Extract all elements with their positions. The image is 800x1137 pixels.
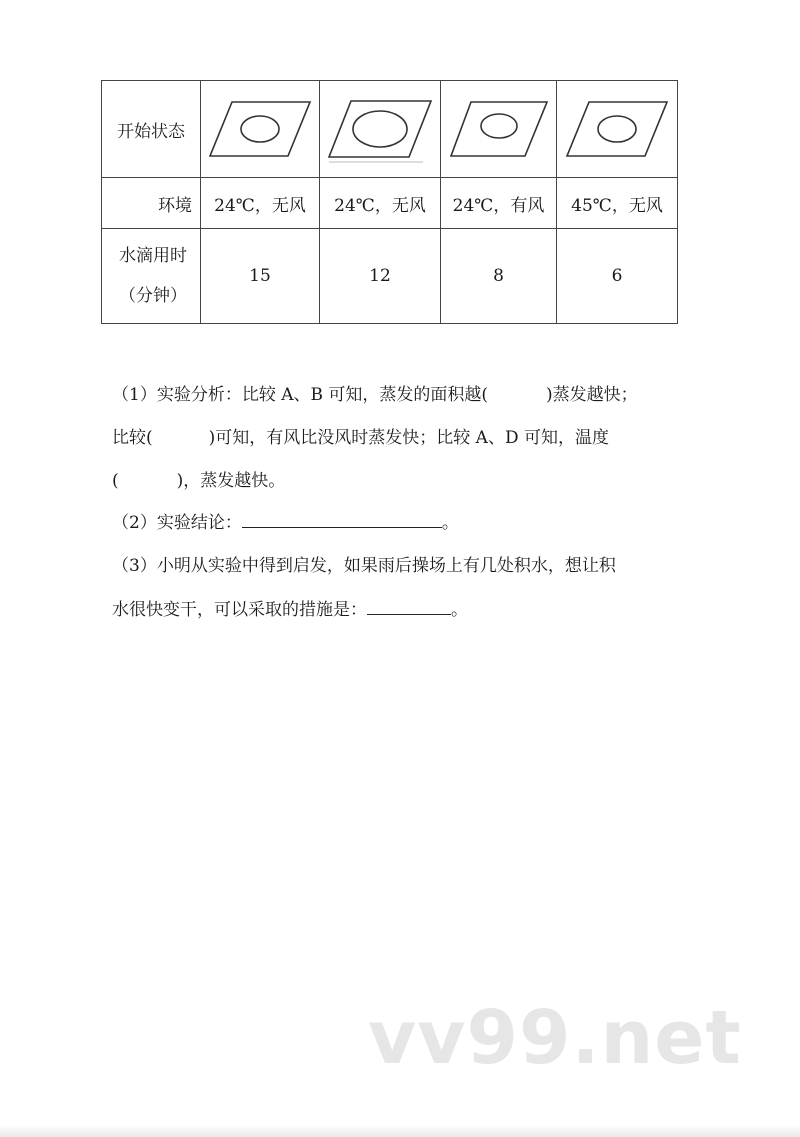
- page-bottom-shadow: [0, 1125, 800, 1137]
- time-b: 12: [320, 229, 441, 324]
- water-drop-d-illustration: [561, 94, 673, 164]
- water-drop-b-illustration: [323, 93, 437, 165]
- dish-b-cell: [320, 81, 441, 178]
- time-c: 8: [441, 229, 557, 324]
- q1-text-c: 比较(: [112, 428, 153, 448]
- question-1-line-3: [112, 470, 285, 492]
- table-row-time: [102, 229, 678, 324]
- q2-text-a: （2）实验结论：: [112, 513, 242, 533]
- row-label-time: [102, 229, 201, 324]
- row-label-environment: 环境: [102, 178, 201, 229]
- q1-text-a: （1）实验分析：比较 A、B 可知，蒸发的面积越(: [112, 385, 489, 405]
- experiment-table: [101, 80, 678, 324]
- question-3-line-1: [112, 555, 616, 577]
- water-drop-a-illustration: [204, 94, 316, 164]
- question-1-line-2: [112, 427, 609, 449]
- q1-text-b: )蒸发越快；: [546, 385, 638, 405]
- q1-text-f: )，蒸发越快。: [176, 471, 286, 491]
- table-row-environment: [102, 178, 678, 229]
- q1-text-e: (: [112, 471, 119, 491]
- question-3-line-2: [112, 598, 468, 621]
- q3-text-a: （3）小明从实验中得到启发，如果雨后操场上有几处积水，想让积: [112, 556, 616, 576]
- time-d: 6: [557, 229, 678, 324]
- row-label-time-line2: （分钟）: [119, 286, 187, 306]
- q2-answer-blank[interactable]: [242, 511, 442, 528]
- env-b: 24℃，无风: [320, 178, 441, 229]
- env-c: 24℃，有风: [441, 178, 557, 229]
- question-2: [112, 511, 459, 534]
- watermark: vv99.net: [368, 995, 742, 1081]
- q3-answer-blank[interactable]: [367, 598, 451, 615]
- dish-d-cell: [557, 81, 678, 178]
- water-drop-c-illustration: [445, 94, 553, 164]
- q1-text-d: )可知，有风比没风时蒸发快；比较 A、D 可知，温度: [208, 428, 609, 448]
- question-1-line-1: [112, 384, 638, 406]
- time-a: 15: [201, 229, 320, 324]
- env-d: 45℃，无风: [557, 178, 678, 229]
- q2-text-b: 。: [441, 513, 459, 533]
- table-row-start-state: [102, 81, 678, 178]
- dish-a-cell: [201, 81, 320, 178]
- row-label-time-line1: 水滴用时: [119, 246, 187, 266]
- row-label-start-state: 开始状态: [102, 81, 201, 178]
- env-a: 24℃，无风: [201, 178, 320, 229]
- q3-text-b: 水很快变干，可以采取的措施是：: [112, 600, 367, 620]
- dish-c-cell: [441, 81, 557, 178]
- q3-text-c: 。: [451, 600, 468, 620]
